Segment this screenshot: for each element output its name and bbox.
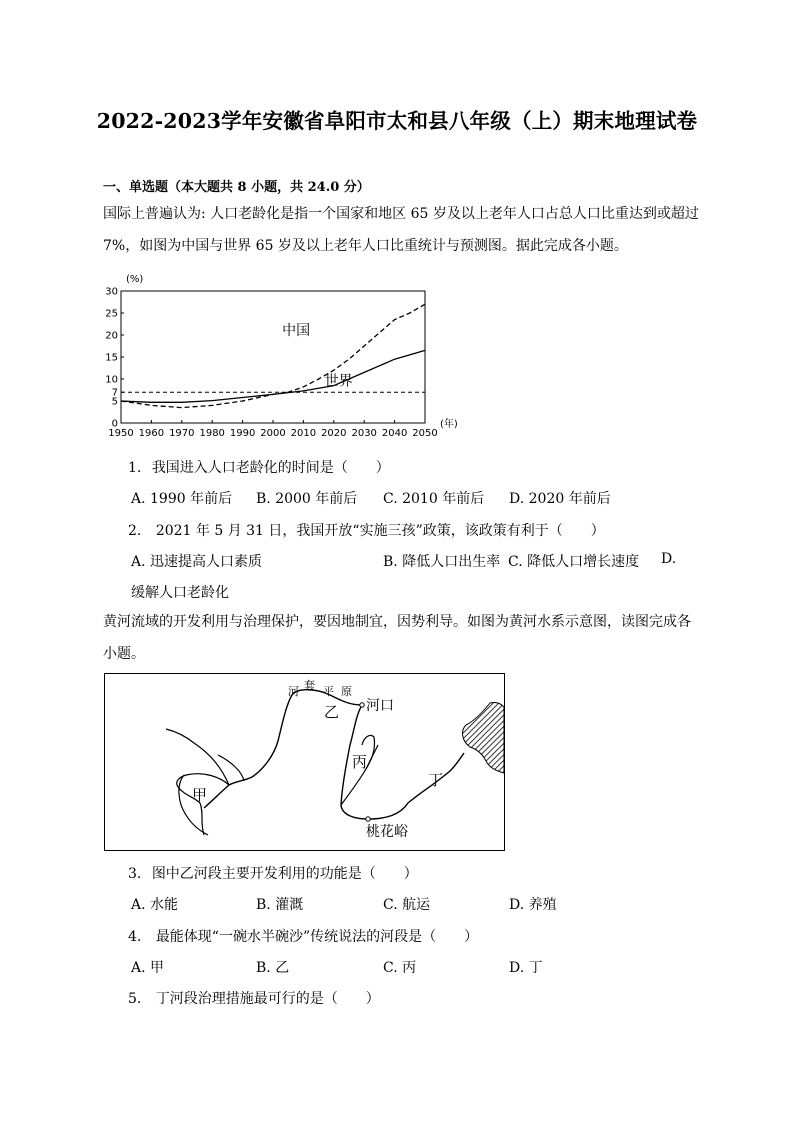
y-tick-label-2: 7 xyxy=(111,387,118,399)
passage2-line2: 小题。 xyxy=(103,646,145,662)
x-tick-label-5: 2000 xyxy=(260,428,286,439)
series-line-1 xyxy=(121,350,425,402)
q4-option-a[interactable]: A. 甲 xyxy=(131,960,165,976)
question-3-number: 3. xyxy=(128,866,142,882)
q1-option-a[interactable]: A. 1990 年前后 xyxy=(131,491,233,507)
label-tao: 套 xyxy=(304,679,315,692)
question-3-text: 图中乙河段主要开发利用的功能是（ ） xyxy=(151,866,418,882)
x-tick-label-10: 2050 xyxy=(412,428,438,439)
series-label-0: 中国 xyxy=(282,323,311,339)
label-jia: 甲 xyxy=(192,786,208,804)
x-tick-label-2: 1970 xyxy=(169,428,195,439)
q1-option-b[interactable]: B. 2000 年前后 xyxy=(256,491,358,507)
passage1-line2: 7%，如图为中国与世界 65 岁及以上老年人口比重统计与预测图。据此完成各小题。 xyxy=(103,238,628,254)
label-hekou: 河口 xyxy=(366,698,394,714)
label-yi: 乙 xyxy=(324,703,340,721)
question-2-text: 2021 年 5 月 31 日，我国开放“实施三孩”政策，该政策有利于（ ） xyxy=(155,523,605,539)
q4-option-c[interactable]: C. 丙 xyxy=(383,960,417,976)
map-frame xyxy=(105,674,505,851)
y-tick-label-5: 20 xyxy=(105,330,118,342)
taohuayu-marker xyxy=(366,817,370,821)
x-tick-label-8: 2030 xyxy=(351,428,377,439)
page-title: 2022-2023学年安徽省阜阳市太和县八年级（上）期末地理试卷 xyxy=(96,109,698,133)
label-taohuayu: 桃花峪 xyxy=(366,824,408,840)
yellow-river-map xyxy=(104,673,505,851)
series-label-1: 世界 xyxy=(324,373,353,390)
x-tick-label-6: 2010 xyxy=(290,428,317,439)
label-he: 河 xyxy=(288,685,299,698)
q4-option-d[interactable]: D. 丁 xyxy=(509,960,543,976)
q2-option-d[interactable]: D. xyxy=(661,551,677,567)
q3-option-c[interactable]: C. 航运 xyxy=(383,897,431,913)
y-tick-label-4: 15 xyxy=(105,352,118,364)
label-yuan: 原 xyxy=(341,685,352,698)
q2-option-c[interactable]: C. 降低人口增长速度 xyxy=(508,554,640,570)
q2-option-d-text: 缓解人口老龄化 xyxy=(131,585,229,601)
question-1-number: 1. xyxy=(128,460,142,476)
hekou-marker xyxy=(360,703,364,707)
x-tick-label-9: 2040 xyxy=(381,428,408,439)
question-1-text: 我国进入人口老龄化的时间是（ ） xyxy=(151,460,390,476)
x-tick-label-3: 1980 xyxy=(199,428,225,439)
q1-option-c[interactable]: C. 2010 年前后 xyxy=(383,491,485,507)
q2-option-a[interactable]: A. 迅速提高人口素质 xyxy=(131,554,263,570)
label-ding: 丁 xyxy=(428,771,444,789)
passage2-line1: 黄河流域的开发利用与治理保护，要因地制宜，因势利导。如图为黄河水系示意图，读图完成各 xyxy=(103,614,691,630)
label-bing: 丙 xyxy=(352,753,368,771)
question-5-number: 5. xyxy=(128,991,142,1007)
q3-option-d[interactable]: D. 养殖 xyxy=(509,897,557,913)
y-tick-label-1: 5 xyxy=(111,396,118,408)
q3-option-b[interactable]: B. 灌溉 xyxy=(256,897,304,913)
x-axis-label: (年) xyxy=(440,419,458,430)
y-tick-label-3: 10 xyxy=(105,374,118,386)
q4-option-b[interactable]: B. 乙 xyxy=(256,960,290,976)
y-tick-label-6: 25 xyxy=(105,308,118,320)
question-4-text: 最能体现“一碗水半碗沙”传统说法的河段是（ ） xyxy=(155,929,479,945)
y-axis-label: (%) xyxy=(126,274,144,285)
x-tick-label-1: 1960 xyxy=(138,428,165,439)
chart-plot-frame xyxy=(121,291,425,423)
question-5-text: 丁河段治理措施最可行的是（ ） xyxy=(155,991,380,1007)
q2-option-b[interactable]: B. 降低人口出生率 xyxy=(383,554,501,570)
passage1-line1: 国际上普遍认为: 人口老龄化是指一个国家和地区 65 岁及以上老年人口占总人口比重达到或超过 xyxy=(103,206,699,222)
x-tick-label-7: 2020 xyxy=(321,428,347,439)
x-tick-label-4: 1990 xyxy=(229,428,256,439)
question-4-number: 4. xyxy=(128,929,142,945)
x-tick-label-0: 1950 xyxy=(108,428,134,439)
label-ping: 平 xyxy=(323,685,334,698)
y-tick-label-7: 30 xyxy=(105,286,118,298)
question-2-number: 2. xyxy=(128,523,142,539)
q1-option-d[interactable]: D. 2020 年前后 xyxy=(509,491,611,507)
q3-option-a[interactable]: A. 水能 xyxy=(131,897,179,913)
aging-population-chart xyxy=(100,266,480,442)
section-header: 一、单选题（本大题共 8 小题，共 24.0 分） xyxy=(103,180,370,195)
y-tick-label-0: 0 xyxy=(111,418,118,430)
